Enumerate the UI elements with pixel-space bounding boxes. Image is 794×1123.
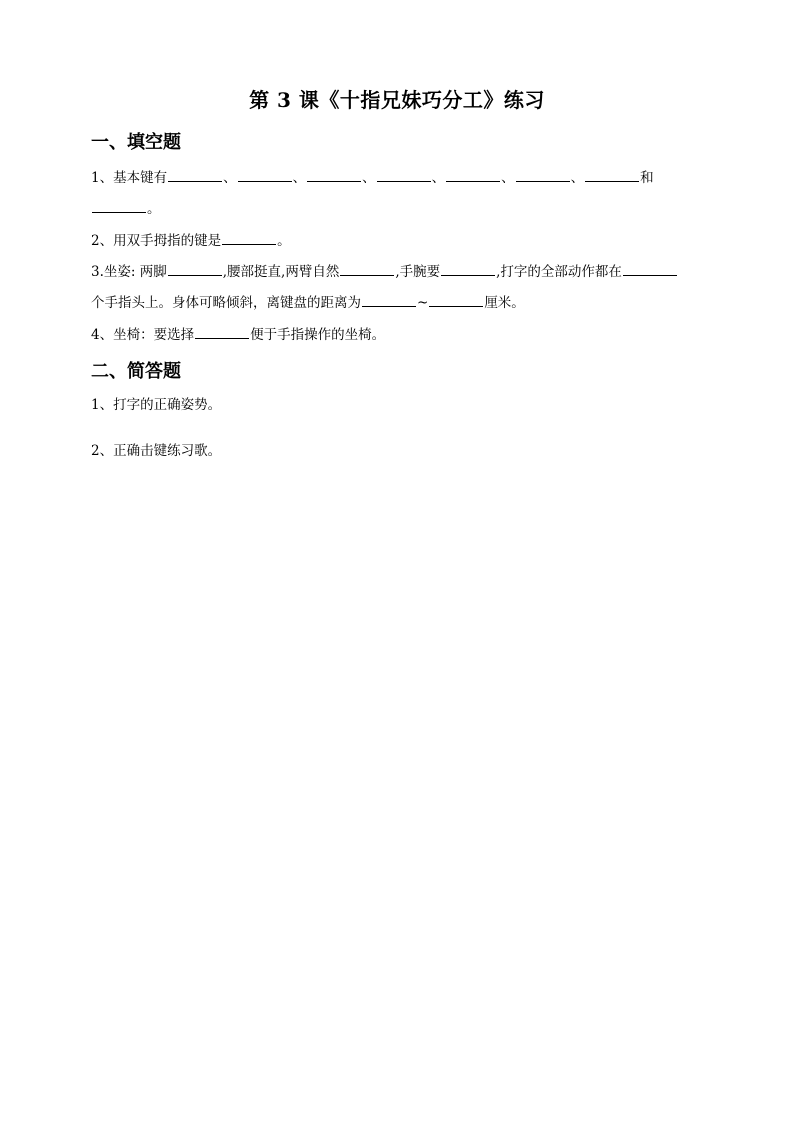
question-3-suffix: 厘米。	[484, 295, 525, 311]
question-3-line-2	[91, 292, 525, 312]
answer-blank[interactable]	[516, 167, 570, 182]
question-1-prefix: 1、基本键有	[91, 170, 168, 186]
short-answer-question-2: 2、正确击键练习歌。	[91, 443, 222, 459]
question-1-end: 。	[147, 201, 161, 217]
page-title: 第 3 课《十指兄妹巧分工》练习	[249, 88, 545, 112]
separator: 、	[223, 170, 237, 186]
question-3-part-4: ,打字的全部动作都在	[496, 264, 622, 280]
question-4-suffix: 便于手指操作的坐椅。	[250, 327, 386, 343]
separator: 、	[570, 170, 585, 186]
question-2-prefix: 2、用双手拇指的键是	[91, 233, 222, 249]
question-3-part-3: ,手腕要	[395, 264, 441, 280]
question-1-suffix: 和	[640, 170, 654, 186]
answer-blank[interactable]	[307, 167, 361, 182]
answer-blank[interactable]	[92, 198, 146, 213]
question-4-prefix: 4、坐椅：要选择	[91, 327, 195, 343]
question-3-line-2-prefix: 个手指头上。身体可略倾斜，离键盘的距离为	[91, 295, 361, 311]
question-4	[91, 324, 385, 344]
answer-blank[interactable]	[222, 230, 276, 245]
question-1-line-1	[91, 167, 654, 187]
answer-blank[interactable]	[340, 261, 394, 276]
short-answer-question-1: 1、打字的正确姿势。	[91, 397, 222, 413]
section-heading-short-answer: 二、简答题	[91, 361, 181, 382]
answer-blank[interactable]	[362, 292, 416, 307]
question-2	[91, 230, 291, 250]
section-heading-fill-in: 一、填空题	[91, 132, 181, 153]
question-3-part-2: ,腰部挺直,两臂自然	[222, 264, 340, 280]
question-3-line-1	[91, 261, 678, 281]
answer-blank[interactable]	[377, 167, 431, 182]
answer-blank[interactable]	[623, 261, 677, 276]
answer-blank[interactable]	[446, 167, 500, 182]
answer-blank[interactable]	[195, 324, 249, 339]
answer-blank[interactable]	[238, 167, 292, 182]
question-2-suffix: 。	[277, 233, 291, 249]
separator: 、	[501, 170, 515, 186]
answer-blank[interactable]	[441, 261, 495, 276]
answer-blank[interactable]	[168, 167, 222, 182]
separator: 、	[362, 170, 376, 186]
separator: 、	[431, 170, 446, 186]
separator: 、	[292, 170, 307, 186]
answer-blank[interactable]	[168, 261, 222, 276]
question-1-line-2	[91, 198, 161, 218]
answer-blank[interactable]	[585, 167, 639, 182]
range-tilde: ~	[417, 295, 429, 311]
question-3-prefix: 3.坐姿: 两脚	[91, 264, 167, 280]
answer-blank[interactable]	[429, 292, 483, 307]
